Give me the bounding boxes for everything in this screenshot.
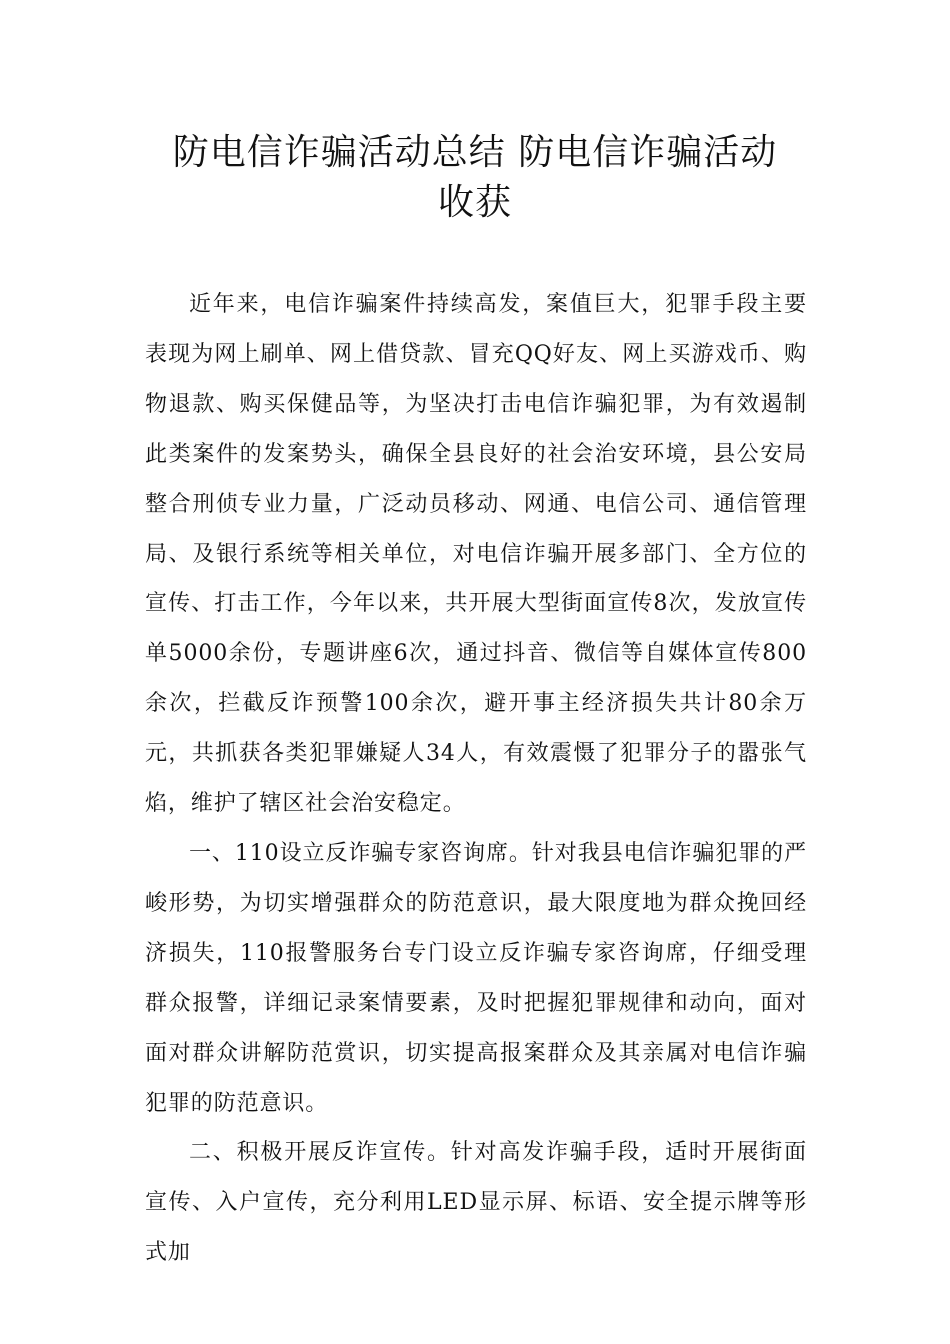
- paragraph-section-2: 二、积极开展反诈宣传。针对高发诈骗手段，适时开展街面宣传、入户宣传，充分利用LED显示屏、标语、安全提示牌等形式加: [145, 1140, 807, 1266]
- paragraph-section-1: 一、110设立反诈骗专家咨询席。针对我县电信诈骗犯罪的严峻形势，为切实增强群众的防范意识，最大限度地为群众挽回经济损失，110报警服务台专门设立反诈骗专家咨询席，仔细受理群众报警，详细记录案情要素，及时把握犯罪规律和动向，面对面对群众讲解防范赏识，切实提高报案群众及其亲属对电信诈骗犯罪的防范意识。: [145, 840, 807, 1116]
- document-body: [145, 280, 807, 1278]
- title-line-2: 收获: [437, 182, 512, 223]
- title-line-1: 防电信诈骗活动总结 防电信诈骗活动: [172, 132, 778, 173]
- document-title: [140, 128, 810, 228]
- paragraph-intro: 近年来，电信诈骗案件持续高发，案值巨大，犯罪手段主要表现为网上刷单、网上借贷款、冒充QQ好友、网上买游戏币、购物退款、购买保健品等，为坚决打击电信诈骗犯罪，为有效遏制此类案件的发案势头，确保全县良好的社会治安环境，县公安局整合刑侦专业力量，广泛动员移动、网通、电信公司、通信管理局、及银行系统等相关单位，对电信诈骗开展多部门、全方位的宣传、打击工作，今年以来，共开展大型街面宣传8次，发放宣传单5000余份，专题讲座6次，通过抖音、微信等自媒体宣传800余次，拦截反诈预警100余次，避开事主经济损失共计80余万元，共抓获各类犯罪嫌疑人34人，有效震慑了犯罪分子的嚣张气焰，维护了辖区社会治安稳定。: [145, 292, 807, 817]
